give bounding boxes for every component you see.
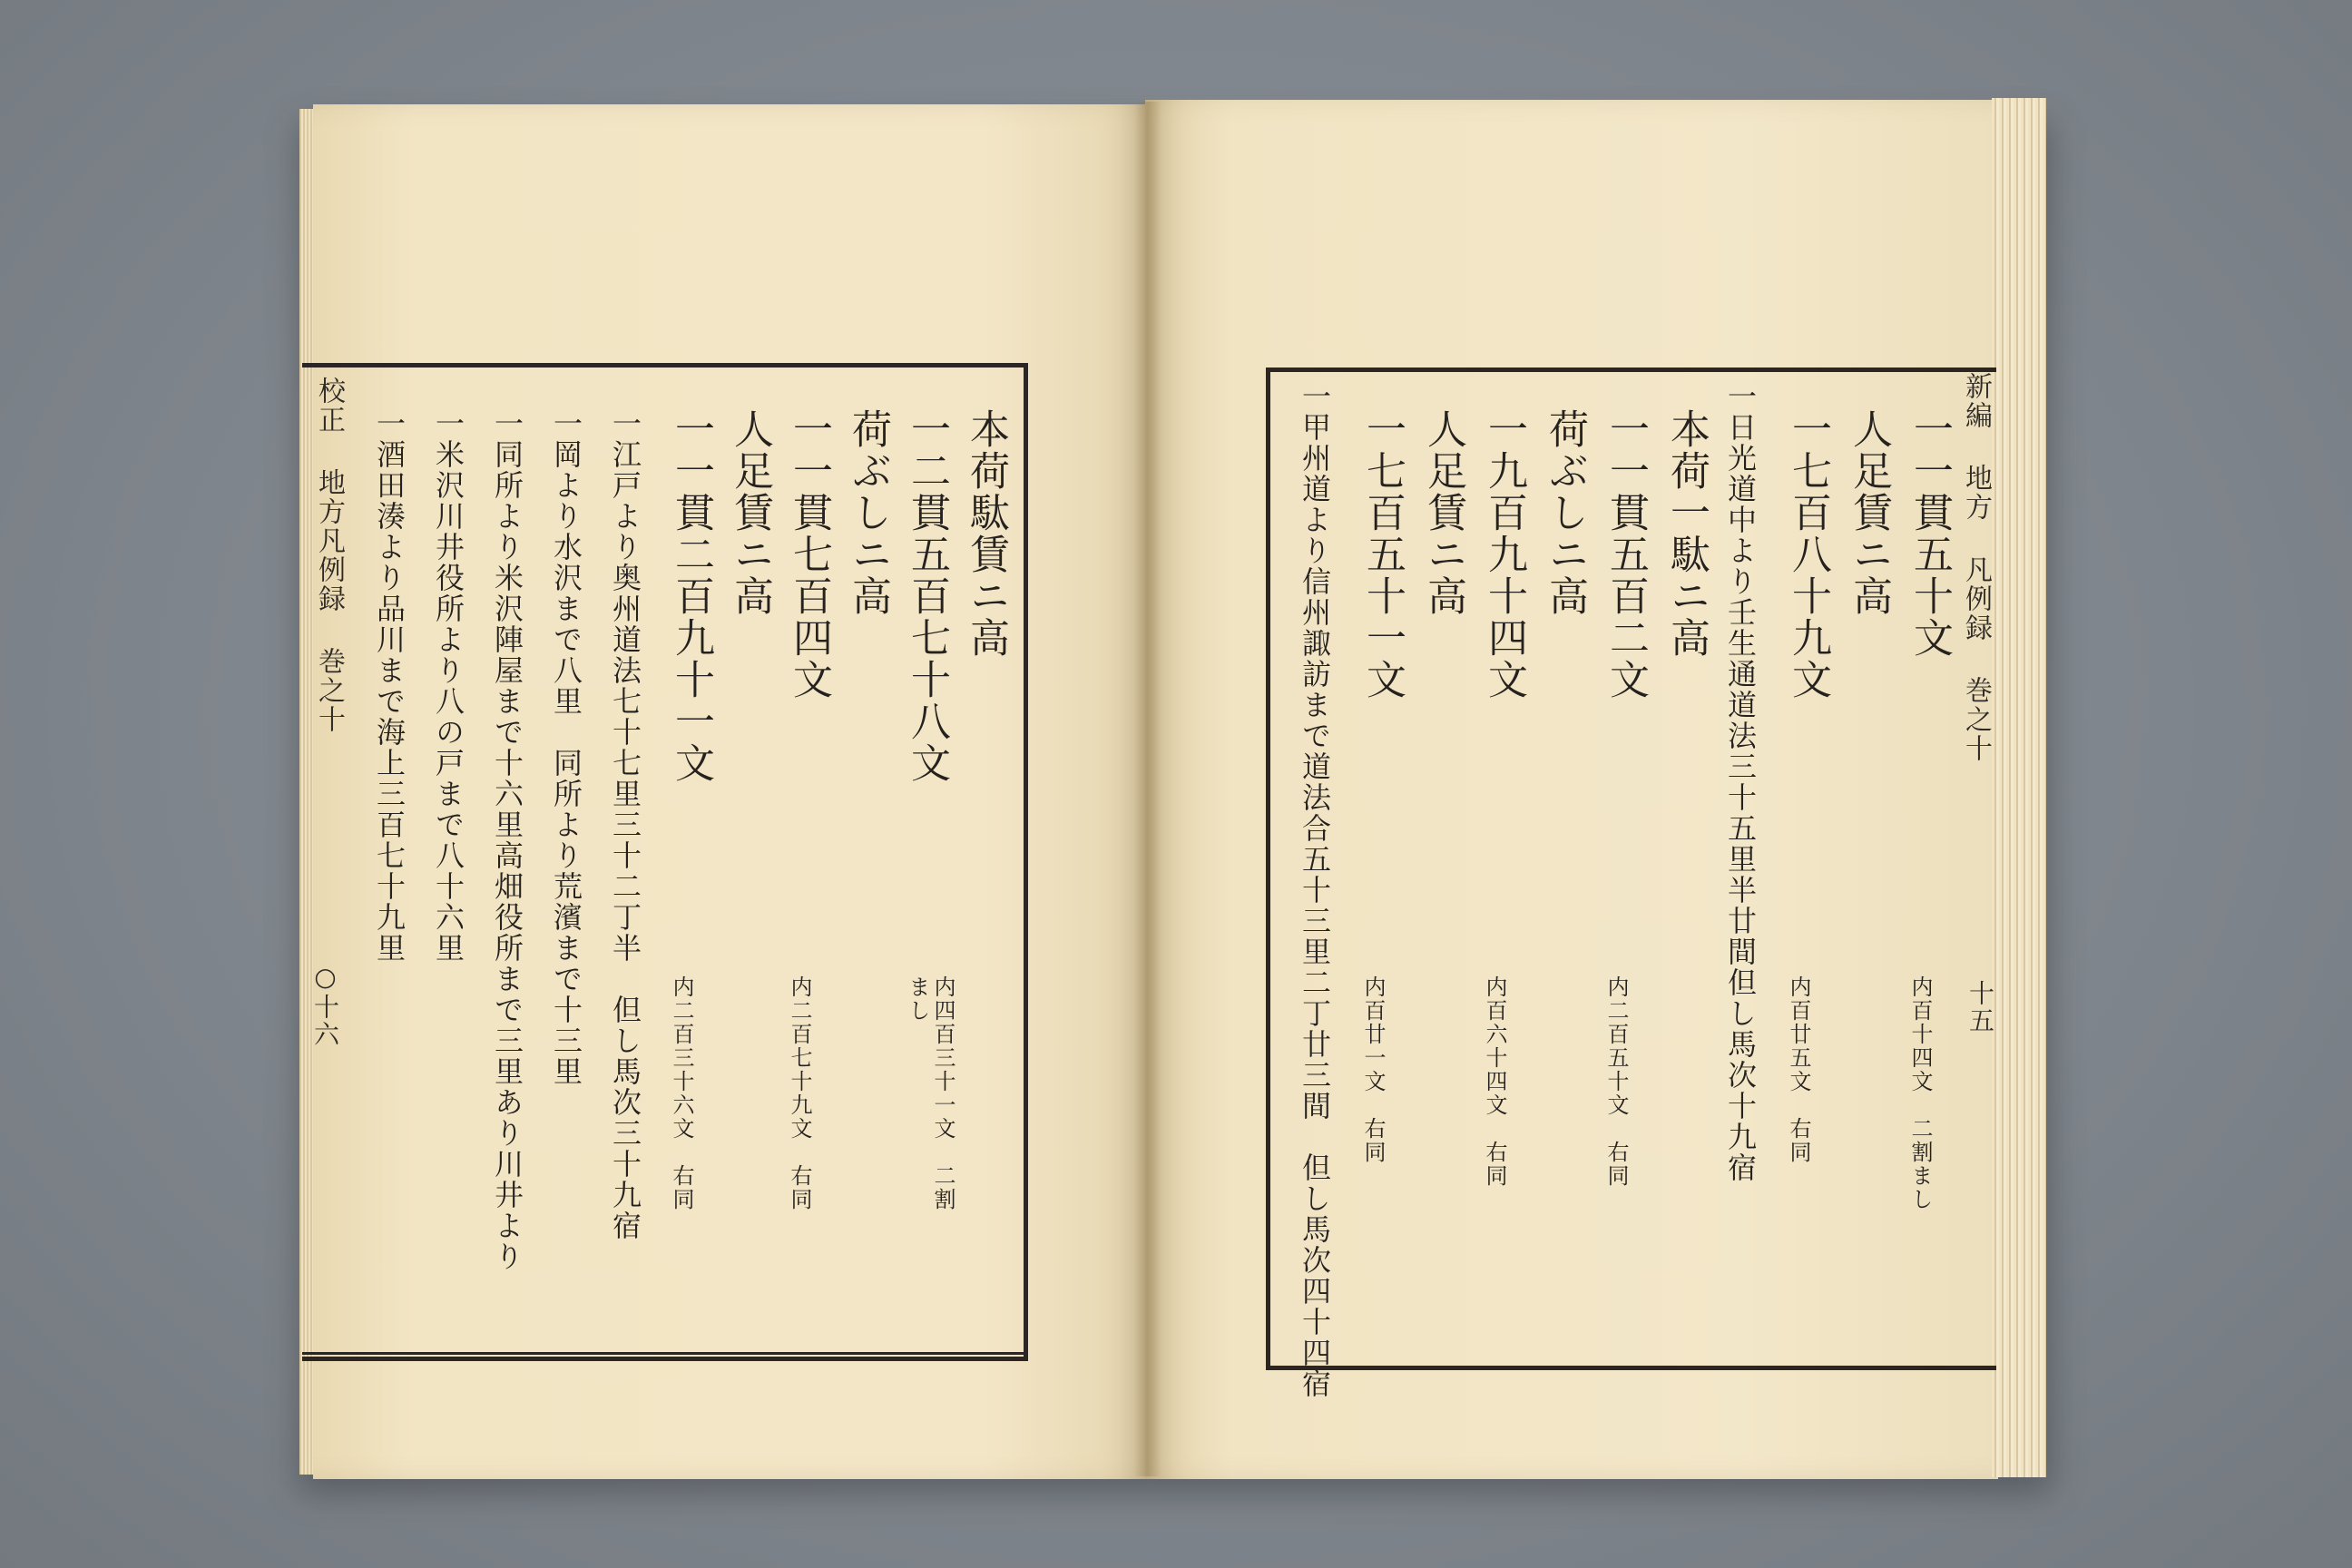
right-page-column: 荷ぶしニ高 xyxy=(1542,408,1588,617)
right-page-column: 一一貫五十文 xyxy=(1906,408,1953,659)
left-page-column: 一一貫二百九十一文 xyxy=(668,408,714,784)
right-page-column: 一七百八十九文 xyxy=(1785,408,1831,701)
left-page-note: 内四百三十一文 二割まし xyxy=(905,975,956,1211)
left-page-note: 内二百七十九文 右同 xyxy=(787,975,812,1211)
left-page-column: 一酒田湊より品川まで海上三百七十九里 xyxy=(372,408,407,964)
left-frame-rule xyxy=(302,1352,1028,1355)
left-folio: ○十六 xyxy=(310,962,340,1048)
left-page-column: 一一貫七百四文 xyxy=(786,408,832,701)
left-page-column: 一米沢川井役所より八の戸まで八十六里 xyxy=(431,408,466,964)
right-page-column: 一七百五十一文 xyxy=(1359,408,1406,701)
right-page-note: 内二百五十文 右同 xyxy=(1603,975,1629,1188)
right-page-column: 人足賃ニ高 xyxy=(1420,408,1466,617)
right-page-note: 内百廿一文 右同 xyxy=(1360,975,1386,1164)
left-page-column: 一同所より米沢陣屋まで十六里高畑役所まで三里あり川井より xyxy=(490,408,524,1272)
left-page-column: 一江戸より奥州道法七十七里三十二丁半 但し馬次三十九宿 xyxy=(608,408,642,1241)
left-page-column: 一岡より水沢まで八里 同所より荒濱まで十三里 xyxy=(549,408,583,1087)
left-page-column: 人足賃ニ高 xyxy=(727,408,773,617)
right-margin-title: 新編 地方 凡例録 巻之十 xyxy=(1960,372,1992,763)
left-margin-title: 校正 地方凡例録 巻之十 xyxy=(313,377,345,734)
left-page-column: 本荷駄賃ニ高 xyxy=(963,408,1009,659)
left-page-column: 荷ぶしニ高 xyxy=(845,408,891,617)
right-page-note: 内百十四文 二割まし xyxy=(1907,975,1933,1211)
right-page-column: 人足賃ニ高 xyxy=(1846,408,1892,617)
right-text-frame xyxy=(1266,368,1996,1370)
right-page-column: 一一貫五百二文 xyxy=(1602,408,1649,701)
book-gutter xyxy=(1134,102,1161,1476)
right-page-column: 一九百九十四文 xyxy=(1481,408,1527,701)
right-page-column: 本荷一駄ニ高 xyxy=(1663,408,1710,659)
right-page-column: 一甲州道より信州諏訪まで道法合五十三里二丁廿三間 但し馬次四十四宿 xyxy=(1298,381,1332,1399)
left-page-column: 一二貫五百七十八文 xyxy=(904,408,950,784)
right-folio: 十五 xyxy=(1965,980,1995,1034)
right-page-note: 内百廿五文 右同 xyxy=(1786,975,1811,1164)
left-page-note: 内二百三十六文 右同 xyxy=(669,975,694,1211)
right-page-column: 一日光道中より壬生通道法三十五里半廿間但し馬次十九宿 xyxy=(1723,381,1758,1183)
right-page-note: 内百六十四文 右同 xyxy=(1482,975,1507,1188)
right-page-edges xyxy=(1992,98,2046,1477)
